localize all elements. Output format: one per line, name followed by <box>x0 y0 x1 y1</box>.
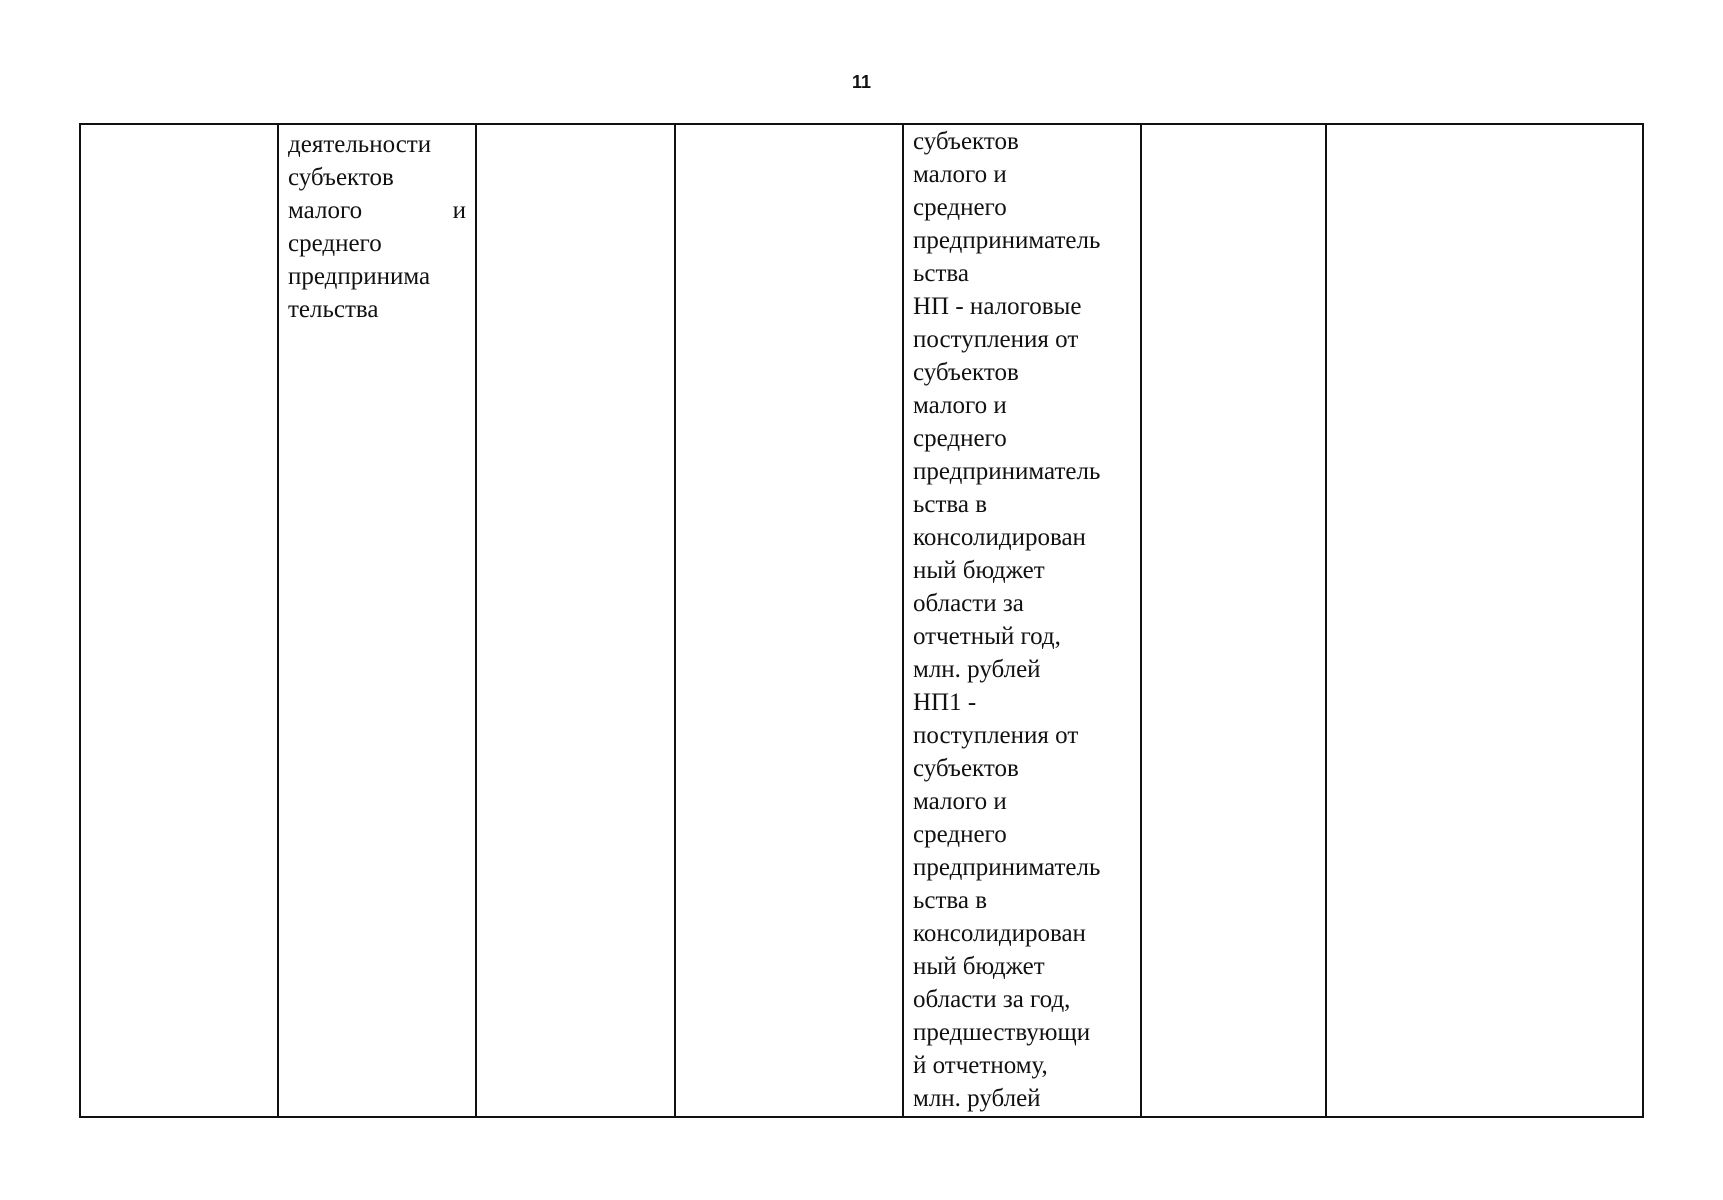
table-cell-col2 <box>278 124 476 1117</box>
text-line: предприниматель <box>913 227 1101 254</box>
text-line: ный бюджет <box>913 953 1045 980</box>
text-line: поступления от <box>913 722 1079 749</box>
text-line: тельства <box>288 296 379 323</box>
text-word: малого <box>288 197 363 224</box>
text-line: млн. рублей <box>913 1085 1041 1112</box>
indicator-name-text <box>279 125 475 326</box>
text-line: консолидирован <box>913 524 1086 551</box>
text-line: НП - налоговые <box>913 293 1082 320</box>
text-line: субъектов <box>913 359 1019 386</box>
text-line: млн. рублей <box>913 656 1041 683</box>
text-line: отчетный год, <box>913 623 1061 650</box>
formula-description-text <box>904 125 1140 1115</box>
table-cell-col1 <box>80 124 278 1117</box>
text-line: ьства в <box>913 491 988 518</box>
text-line: консолидирован <box>913 920 1086 947</box>
text-line: среднего <box>913 425 1007 452</box>
text-line: субъектов <box>913 128 1019 155</box>
table-cell-col7 <box>1326 124 1643 1117</box>
text-line: ьства <box>913 260 969 287</box>
table-row <box>80 124 1643 1117</box>
text-line: малого и <box>913 392 1007 419</box>
text-line: предшествующи <box>913 1019 1091 1046</box>
text-line: субъектов <box>288 164 394 191</box>
text-line: области за год, <box>913 986 1071 1013</box>
table-cell-col6 <box>1141 124 1326 1117</box>
page-number: 11 <box>851 72 872 92</box>
text-line: деятельности <box>288 131 432 158</box>
table-cell-col4 <box>675 124 903 1117</box>
table-cell-col3 <box>476 124 675 1117</box>
text-line: области за <box>913 590 1024 617</box>
text-line: малого и <box>913 788 1007 815</box>
text-line: поступления от <box>913 326 1079 353</box>
document-table <box>79 123 1644 1118</box>
text-line: среднего <box>288 230 382 257</box>
text-line: среднего <box>913 194 1007 221</box>
table-cell-col5 <box>903 124 1141 1117</box>
text-line: НП1 - <box>913 689 977 716</box>
text-line: малого и <box>913 161 1007 188</box>
text-line-justified <box>288 194 466 227</box>
text-line: среднего <box>913 821 1007 848</box>
text-line: предприниматель <box>913 458 1101 485</box>
text-line: субъектов <box>913 755 1019 782</box>
text-line: предприниматель <box>913 854 1101 881</box>
text-line: ьства в <box>913 887 988 914</box>
text-word: и <box>452 197 466 224</box>
text-line: ный бюджет <box>913 557 1045 584</box>
text-line: предпринима <box>288 263 431 290</box>
text-line: й отчетному, <box>913 1052 1048 1079</box>
